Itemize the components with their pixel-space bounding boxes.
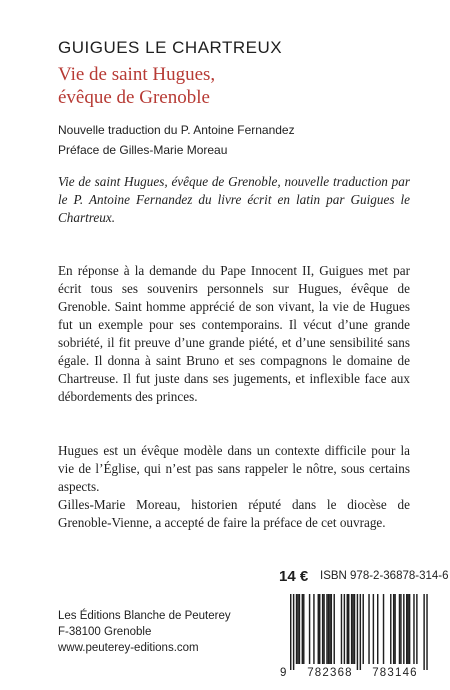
barcode-bar xyxy=(344,594,345,664)
barcode-bar xyxy=(322,594,323,664)
barcode-bar xyxy=(348,594,349,664)
barcode-bar xyxy=(363,594,364,664)
publisher-website: www.peuterey-editions.com xyxy=(58,642,199,654)
barcode-bar xyxy=(323,594,324,664)
barcode-bar xyxy=(302,594,303,664)
isbn: ISBN 978-2-36878-314-6 xyxy=(320,570,449,582)
barcode-bar xyxy=(299,594,300,664)
barcode-bar xyxy=(383,594,384,664)
price: 14 € xyxy=(279,568,309,585)
barcode-lead-digit: 9 xyxy=(280,667,287,679)
barcode-bar xyxy=(373,594,374,664)
barcode-bar xyxy=(309,594,310,664)
barcode-bar xyxy=(377,594,378,664)
translation-credit: Nouvelle traduction du P. Antoine Fernandez xyxy=(58,123,295,137)
book-title xyxy=(58,63,215,109)
publisher-address: F-38100 Grenoble xyxy=(58,626,152,638)
barcode-bar xyxy=(426,594,427,670)
barcode-bar xyxy=(423,594,424,670)
barcode-digits-right: 783146 xyxy=(372,667,418,679)
barcode-bar xyxy=(293,594,294,670)
title-line-1: Vie de saint Hugues, xyxy=(58,64,216,85)
barcode-bar xyxy=(400,594,401,664)
preface-credit: Préface de Gilles-Marie Moreau xyxy=(58,143,228,157)
barcode-bar xyxy=(352,594,353,664)
barcode-bar xyxy=(407,594,408,664)
barcode-bar xyxy=(409,594,410,664)
barcode-bar xyxy=(303,594,304,664)
barcode-bar xyxy=(341,594,342,664)
context-paragraph: Hugues est un évêque modèle dans un contexte difficile pour la vie de l’Église, qui n’est pas sans rappeler le nôtre, sous certains aspects. xyxy=(58,443,410,494)
intro-paragraph: Vie de saint Hugues, évêque de Grenoble, nouvelle traduction par le P. Antoine Fernandez du livre écrit en latin par Guigues le Chartreux. xyxy=(58,174,410,225)
barcode-bar xyxy=(360,594,361,670)
barcode-bar xyxy=(390,594,391,664)
barcode-bar xyxy=(318,594,319,664)
barcode-bar xyxy=(351,594,352,664)
author-name: GUIGUES LE CHARTREUX xyxy=(58,38,283,57)
barcode-bar xyxy=(334,594,335,664)
barcode xyxy=(278,592,436,680)
barcode-bar xyxy=(354,594,355,664)
barcode-digits-left: 782368 xyxy=(307,667,353,679)
barcode-bar xyxy=(416,594,417,664)
barcode-bar xyxy=(313,594,314,664)
barcode-bar xyxy=(394,594,395,664)
barcode-bar xyxy=(403,594,404,664)
barcode-bar xyxy=(297,594,298,664)
publisher-name: Les Éditions Blanche de Peuterey xyxy=(58,610,231,622)
barcode-bar xyxy=(331,594,332,664)
barcode-bar xyxy=(329,594,330,664)
barcode-bar xyxy=(413,594,414,664)
publisher-info xyxy=(58,608,231,656)
barcode-bar xyxy=(368,594,369,664)
barcode-bar xyxy=(393,594,394,664)
barcode-bar xyxy=(399,594,400,664)
barcode-bar xyxy=(296,594,297,664)
barcode-bar xyxy=(406,594,407,664)
barcode-bar xyxy=(326,594,327,664)
barcode-bar xyxy=(319,594,320,664)
barcode-bar xyxy=(328,594,329,664)
barcode-bar xyxy=(347,594,348,664)
preface-paragraph: Gilles-Marie Moreau, historien réputé dans le diocèse de Grenoble-Vienne, a accepté de faire la préface de cet ouvrage. xyxy=(58,497,410,530)
barcode-bar xyxy=(357,594,358,670)
summary-paragraph: En réponse à la demande du Pape Innocent II, Guigues met par écrit tous ses souvenirs personnels sur Hugues, évêque de Grenoble. Saint homme apprécié de son vivant, la vie de Hugues fut un exemple pour ses contemporains. Il vécut d’une grande sobriété, il fit preuve d’une grande piété, et d’une sensibilité sans égale. Il donna à saint Bruno et ses compagnons le domaine de Chartreuse. Il fut juste dans ses jugements, et inflexible face aux débordements des princes. xyxy=(58,263,410,404)
title-line-2: évêque de Grenoble xyxy=(58,87,210,108)
barcode-bar xyxy=(290,594,291,670)
barcode-bars xyxy=(290,594,428,670)
